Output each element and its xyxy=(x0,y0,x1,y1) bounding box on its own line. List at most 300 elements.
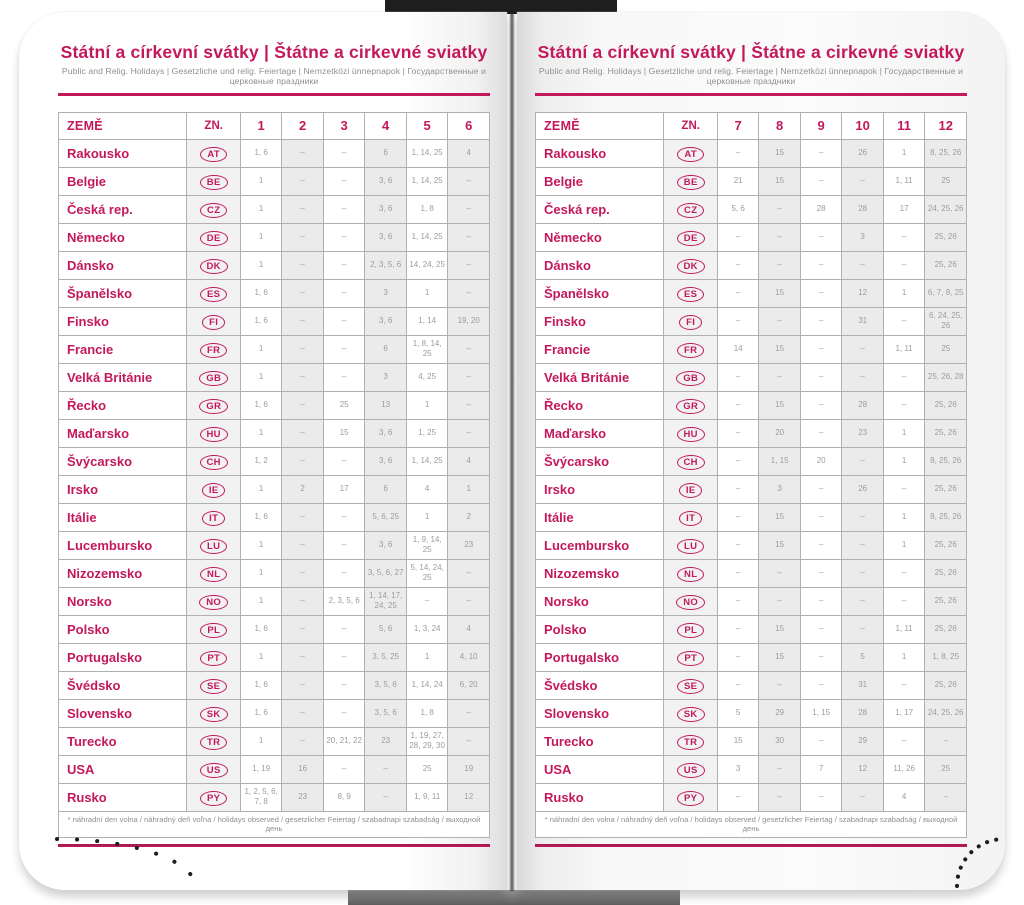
month-cell: 28 xyxy=(842,195,884,223)
country-code-cell xyxy=(664,727,717,755)
month-cell: 8, 25, 26 xyxy=(925,503,967,531)
month-cell: 15 xyxy=(759,391,801,419)
country-cell: Rusko xyxy=(59,783,187,811)
table-row xyxy=(59,559,490,587)
month-cell: 24, 25, 26 xyxy=(925,195,967,223)
month-cell: 1, 19, 27, 28, 29, 30 xyxy=(406,727,448,755)
country-cell: Švédsko xyxy=(536,671,664,699)
month-cell: – xyxy=(759,223,801,251)
month-cell: – xyxy=(282,671,324,699)
country-code-badge: GB xyxy=(199,371,228,386)
footnote: * náhradní den volna / náhradný deň voľna / holidays observed / gesetzlicher Feiertag / szabadnapi szabadság / выходной день xyxy=(536,811,967,837)
country-code-badge: NO xyxy=(676,595,705,610)
month-cell: – xyxy=(448,391,490,419)
month-cell: 1, 14, 25 xyxy=(406,167,448,195)
month-cell: 8, 25, 26 xyxy=(925,447,967,475)
month-cell: 1, 2 xyxy=(240,447,282,475)
country-cell: Belgie xyxy=(536,167,664,195)
country-code-badge: FI xyxy=(202,315,225,330)
month-cell: 4, 10 xyxy=(448,643,490,671)
month-cell: – xyxy=(800,783,842,811)
country-code-cell xyxy=(187,419,240,447)
month-cell: – xyxy=(800,671,842,699)
table-row xyxy=(536,391,967,419)
month-cell: 1, 15 xyxy=(800,699,842,727)
table-row xyxy=(59,475,490,503)
country-cell: Portugalsko xyxy=(59,643,187,671)
month-cell: – xyxy=(883,559,925,587)
country-code-cell xyxy=(187,223,240,251)
month-cell: 15 xyxy=(759,279,801,307)
country-cell: Lucembursko xyxy=(536,531,664,559)
month-cell: – xyxy=(365,755,407,783)
country-code-cell xyxy=(187,475,240,503)
country-code-badge: NO xyxy=(199,595,228,610)
page-left xyxy=(19,12,507,890)
month-cell: 1, 6 xyxy=(240,615,282,643)
country-code-badge: US xyxy=(677,763,705,778)
month-cell: 31 xyxy=(842,307,884,335)
country-code-badge: SE xyxy=(200,679,227,694)
month-cell: 25, 26 xyxy=(925,475,967,503)
month-cell: – xyxy=(282,615,324,643)
month-cell: 1 xyxy=(883,503,925,531)
country-code-badge: TR xyxy=(200,735,227,750)
month-cell: 6 xyxy=(365,475,407,503)
country-code-cell xyxy=(187,447,240,475)
month-cell: – xyxy=(448,223,490,251)
table-row xyxy=(536,531,967,559)
month-cell: – xyxy=(800,307,842,335)
country-code-cell xyxy=(187,307,240,335)
month-cell: 3, 5, 25 xyxy=(365,643,407,671)
month-cell: 21 xyxy=(717,167,759,195)
column-header: ZN. xyxy=(664,112,717,139)
month-cell: – xyxy=(717,419,759,447)
month-cell: – xyxy=(925,727,967,755)
month-cell: – xyxy=(282,587,324,615)
month-cell: – xyxy=(759,363,801,391)
month-cell: – xyxy=(717,447,759,475)
month-cell: – xyxy=(717,783,759,811)
month-cell: – xyxy=(282,223,324,251)
country-cell: Turecko xyxy=(536,727,664,755)
month-cell: – xyxy=(717,223,759,251)
table-row xyxy=(536,251,967,279)
holiday-table-months-1-6 xyxy=(58,112,490,838)
table-row xyxy=(536,671,967,699)
table-row xyxy=(536,783,967,811)
country-code-cell xyxy=(187,335,240,363)
month-cell: 6, 20 xyxy=(448,671,490,699)
column-header: 12 xyxy=(925,112,967,139)
month-cell: 14 xyxy=(717,335,759,363)
month-cell: – xyxy=(717,615,759,643)
month-cell: – xyxy=(323,279,365,307)
month-cell: 15 xyxy=(759,643,801,671)
month-cell: 20, 21, 22 xyxy=(323,727,365,755)
month-cell: 29 xyxy=(759,699,801,727)
country-code-cell xyxy=(187,587,240,615)
month-cell: – xyxy=(800,475,842,503)
month-cell: – xyxy=(365,783,407,811)
country-cell: Francie xyxy=(59,335,187,363)
month-cell: 3 xyxy=(759,475,801,503)
country-code-cell xyxy=(187,503,240,531)
month-cell: 5, 6 xyxy=(717,195,759,223)
month-cell: 6, 24, 25, 26 xyxy=(925,307,967,335)
table-row xyxy=(536,643,967,671)
country-cell: Maďarsko xyxy=(59,419,187,447)
perforation-dots-right xyxy=(938,828,1010,900)
month-cell: 1, 14 xyxy=(406,307,448,335)
country-code-cell xyxy=(187,615,240,643)
month-cell: – xyxy=(323,223,365,251)
month-cell: 5, 6 xyxy=(365,615,407,643)
table-row xyxy=(59,643,490,671)
month-cell: 3, 6 xyxy=(365,223,407,251)
country-cell: Nizozemsko xyxy=(59,559,187,587)
page-subtitle: Public and Relig. Holidays | Gesetzliche und relig. Feiertage | Nemzetközi ünnepnapok | Государственные и церковные праздники xyxy=(538,66,964,87)
country-code-badge: SK xyxy=(200,707,228,722)
month-cell: 3, 6 xyxy=(365,167,407,195)
country-cell: Irsko xyxy=(59,475,187,503)
month-cell: – xyxy=(883,671,925,699)
column-header: 4 xyxy=(365,112,407,139)
month-cell: 2, 3, 5, 6 xyxy=(365,251,407,279)
country-code-badge: PT xyxy=(677,651,704,666)
month-cell: – xyxy=(800,363,842,391)
country-code-badge: CZ xyxy=(200,203,227,218)
country-cell: Švédsko xyxy=(59,671,187,699)
month-cell: – xyxy=(842,167,884,195)
footnote-row xyxy=(536,811,967,837)
country-code-badge: LU xyxy=(677,539,704,554)
table-row xyxy=(59,447,490,475)
country-cell: Velká Británie xyxy=(536,363,664,391)
month-cell: 25, 26 xyxy=(925,559,967,587)
month-cell: 23 xyxy=(365,727,407,755)
month-cell: – xyxy=(323,335,365,363)
country-code-badge: FR xyxy=(200,343,227,358)
country-code-cell xyxy=(664,643,717,671)
page-right xyxy=(517,12,1005,890)
country-code-cell xyxy=(664,531,717,559)
month-cell: 30 xyxy=(759,727,801,755)
column-header: 8 xyxy=(759,112,801,139)
country-cell: Dánsko xyxy=(536,251,664,279)
country-code-cell xyxy=(664,419,717,447)
month-cell: 15 xyxy=(323,419,365,447)
country-code-cell xyxy=(187,699,240,727)
table-row xyxy=(59,307,490,335)
month-cell: 15 xyxy=(759,615,801,643)
month-cell: – xyxy=(282,447,324,475)
month-cell: 1, 11 xyxy=(883,335,925,363)
month-cell: – xyxy=(282,363,324,391)
country-code-cell xyxy=(664,195,717,223)
country-code-cell xyxy=(187,531,240,559)
month-cell: 3 xyxy=(365,363,407,391)
table-row xyxy=(536,503,967,531)
title-rule xyxy=(58,93,490,96)
month-cell: 6 xyxy=(365,335,407,363)
month-cell: 23 xyxy=(282,783,324,811)
country-code-badge: FR xyxy=(677,343,704,358)
table-row xyxy=(59,391,490,419)
table-row xyxy=(59,503,490,531)
month-cell: 15 xyxy=(717,727,759,755)
month-cell: – xyxy=(800,251,842,279)
country-code-cell xyxy=(664,559,717,587)
country-code-cell xyxy=(187,363,240,391)
country-code-cell xyxy=(664,503,717,531)
month-cell: 28 xyxy=(842,699,884,727)
page-title: Státní a církevní svátky | Štátne a cirkevné sviatky xyxy=(537,42,965,62)
month-cell: 5 xyxy=(842,643,884,671)
month-cell: 1, 6 xyxy=(240,139,282,167)
month-cell: – xyxy=(800,643,842,671)
month-cell: 3 xyxy=(365,279,407,307)
country-code-cell xyxy=(664,279,717,307)
country-cell: Dánsko xyxy=(59,251,187,279)
table-row xyxy=(59,195,490,223)
country-code-badge: TR xyxy=(677,735,704,750)
month-cell: – xyxy=(800,223,842,251)
table-row xyxy=(536,587,967,615)
country-cell: Rakousko xyxy=(536,139,664,167)
month-cell: 1 xyxy=(883,643,925,671)
country-code-badge: HU xyxy=(200,427,228,442)
country-cell: Česká rep. xyxy=(536,195,664,223)
month-cell: 5 xyxy=(717,699,759,727)
month-cell: – xyxy=(323,139,365,167)
column-header: 7 xyxy=(717,112,759,139)
country-code-badge: DE xyxy=(677,231,705,246)
country-cell: Finsko xyxy=(536,307,664,335)
month-cell: – xyxy=(448,419,490,447)
month-cell: – xyxy=(282,699,324,727)
cover-edge-bottom xyxy=(348,890,680,905)
table-row xyxy=(536,363,967,391)
column-header: 6 xyxy=(448,112,490,139)
table-row xyxy=(536,615,967,643)
month-cell: – xyxy=(448,251,490,279)
table-row xyxy=(536,167,967,195)
month-cell: – xyxy=(800,391,842,419)
month-cell: 12 xyxy=(448,783,490,811)
month-cell: 17 xyxy=(323,475,365,503)
month-cell: 1, 19 xyxy=(240,755,282,783)
country-code-cell xyxy=(664,251,717,279)
month-cell: 3, 5, 6, 27 xyxy=(365,559,407,587)
table-row xyxy=(59,419,490,447)
country-cell: USA xyxy=(59,755,187,783)
book-spine xyxy=(509,11,515,891)
country-code-badge: ES xyxy=(200,287,227,302)
country-cell: Slovensko xyxy=(536,699,664,727)
column-header: ZEMĚ xyxy=(536,112,664,139)
month-cell: – xyxy=(282,335,324,363)
month-cell: – xyxy=(323,559,365,587)
country-code-cell xyxy=(187,279,240,307)
month-cell: – xyxy=(323,251,365,279)
month-cell: – xyxy=(759,307,801,335)
month-cell: 1, 6 xyxy=(240,671,282,699)
month-cell: – xyxy=(448,559,490,587)
country-code-badge: LU xyxy=(200,539,227,554)
table-row xyxy=(536,279,967,307)
table-row xyxy=(536,195,967,223)
country-code-badge: IT xyxy=(679,511,702,526)
month-cell: 1, 9, 14, 25 xyxy=(406,531,448,559)
month-cell: 3, 6 xyxy=(365,531,407,559)
column-header: ZN. xyxy=(187,112,240,139)
month-cell: – xyxy=(717,587,759,615)
country-code-cell xyxy=(187,671,240,699)
month-cell: – xyxy=(717,475,759,503)
month-cell: – xyxy=(323,531,365,559)
country-code-badge: GR xyxy=(199,399,228,414)
country-code-cell xyxy=(664,167,717,195)
month-cell: 31 xyxy=(842,671,884,699)
month-cell: – xyxy=(323,195,365,223)
month-cell: – xyxy=(842,335,884,363)
month-cell: 3, 6 xyxy=(365,307,407,335)
month-cell: 17 xyxy=(883,195,925,223)
month-cell: – xyxy=(842,251,884,279)
table-row xyxy=(536,139,967,167)
month-cell: – xyxy=(282,279,324,307)
table-row xyxy=(59,251,490,279)
country-cell: Norsko xyxy=(536,587,664,615)
month-cell: 16 xyxy=(282,755,324,783)
country-code-badge: NL xyxy=(677,567,704,582)
month-cell: 1, 9, 11 xyxy=(406,783,448,811)
country-cell: Lucembursko xyxy=(59,531,187,559)
column-header: 3 xyxy=(323,112,365,139)
country-code-badge: BE xyxy=(677,175,705,190)
country-code-badge: IE xyxy=(679,483,703,498)
month-cell: 1, 6 xyxy=(240,307,282,335)
month-cell: – xyxy=(323,363,365,391)
month-cell: 1 xyxy=(883,279,925,307)
month-cell: 1 xyxy=(883,447,925,475)
month-cell: 19, 20 xyxy=(448,307,490,335)
month-cell: – xyxy=(448,167,490,195)
month-cell: 4 xyxy=(406,475,448,503)
month-cell: – xyxy=(842,447,884,475)
table-row xyxy=(59,727,490,755)
country-code-badge: ES xyxy=(677,287,704,302)
month-cell: 3, 6 xyxy=(365,447,407,475)
country-code-cell xyxy=(664,615,717,643)
month-cell: 28 xyxy=(800,195,842,223)
country-cell: Polsko xyxy=(536,615,664,643)
country-cell: Turecko xyxy=(59,727,187,755)
month-cell: – xyxy=(323,615,365,643)
column-header: ZEMĚ xyxy=(59,112,187,139)
country-cell: Finsko xyxy=(59,307,187,335)
month-cell: – xyxy=(448,587,490,615)
country-code-badge: CH xyxy=(677,455,705,470)
month-cell: 15 xyxy=(759,503,801,531)
month-cell: 3, 5, 6 xyxy=(365,699,407,727)
page-subtitle: Public and Relig. Holidays | Gesetzliche und relig. Feiertage | Nemzetközi ünnepnapok | Государственные и церковные праздники xyxy=(61,66,487,87)
country-code-badge: AT xyxy=(677,147,704,162)
table-row xyxy=(59,587,490,615)
month-cell: 7 xyxy=(800,755,842,783)
month-cell: – xyxy=(883,251,925,279)
month-cell: – xyxy=(800,167,842,195)
month-cell: 25 xyxy=(925,755,967,783)
month-cell: – xyxy=(800,279,842,307)
month-cell: – xyxy=(842,559,884,587)
perforation-dots-left xyxy=(30,828,205,900)
month-cell: – xyxy=(800,419,842,447)
month-cell: 1 xyxy=(240,195,282,223)
table-row xyxy=(59,755,490,783)
month-cell: – xyxy=(406,587,448,615)
country-code-cell xyxy=(187,139,240,167)
table-row xyxy=(59,363,490,391)
month-cell: 2 xyxy=(282,475,324,503)
country-cell: Švýcarsko xyxy=(536,447,664,475)
month-cell: – xyxy=(717,559,759,587)
table-row xyxy=(536,559,967,587)
country-cell: Řecko xyxy=(59,391,187,419)
month-cell: 1, 2, 5, 6, 7, 8 xyxy=(240,783,282,811)
country-code-cell xyxy=(187,783,240,811)
table-row xyxy=(536,755,967,783)
month-cell: 4 xyxy=(448,615,490,643)
month-cell: – xyxy=(323,699,365,727)
country-code-badge: PY xyxy=(200,791,227,806)
page-title: Státní a církevní svátky | Štátne a cirkevné sviatky xyxy=(60,42,488,62)
month-cell: 28 xyxy=(842,391,884,419)
month-cell: 1, 6 xyxy=(240,699,282,727)
country-code-cell xyxy=(187,167,240,195)
month-cell: 1, 14, 25 xyxy=(406,139,448,167)
month-cell: – xyxy=(717,671,759,699)
month-cell: – xyxy=(883,363,925,391)
bottom-rule xyxy=(535,844,967,847)
month-cell: – xyxy=(717,531,759,559)
table-row xyxy=(536,447,967,475)
month-cell: 1, 8 xyxy=(406,699,448,727)
country-cell: Slovensko xyxy=(59,699,187,727)
month-cell: 1, 11 xyxy=(883,167,925,195)
country-cell: Švýcarsko xyxy=(59,447,187,475)
page-left-content xyxy=(19,12,507,890)
month-cell: – xyxy=(323,167,365,195)
month-cell: – xyxy=(842,531,884,559)
month-cell: – xyxy=(800,727,842,755)
country-code-cell xyxy=(664,755,717,783)
country-code-cell xyxy=(187,559,240,587)
country-cell: Francie xyxy=(536,335,664,363)
month-cell: 3, 6 xyxy=(365,195,407,223)
country-cell: Rusko xyxy=(536,783,664,811)
country-code-badge: DK xyxy=(677,259,705,274)
month-cell: 1 xyxy=(240,643,282,671)
country-cell: Irsko xyxy=(536,475,664,503)
month-cell: 3 xyxy=(717,755,759,783)
month-cell: – xyxy=(717,139,759,167)
table-row xyxy=(59,699,490,727)
country-code-cell xyxy=(664,475,717,503)
country-code-badge: IT xyxy=(202,511,225,526)
